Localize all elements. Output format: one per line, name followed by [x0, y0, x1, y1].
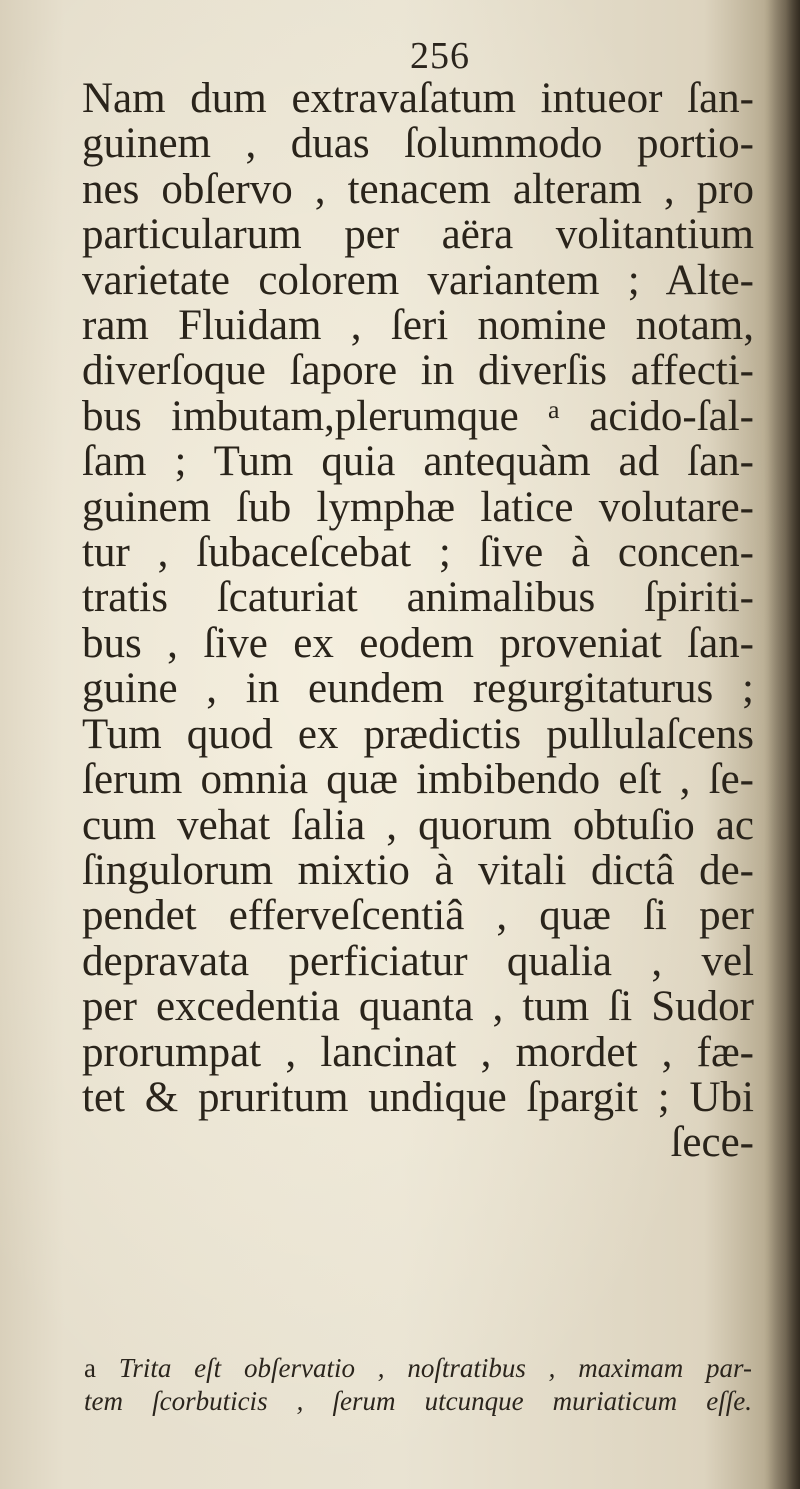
- text-line: tet & pruritum undique ſpargit ; Ubi: [82, 1073, 754, 1121]
- text-line: per excedentia quanta , tum ſi Sudor: [82, 983, 754, 1031]
- body-text: [82, 76, 754, 1166]
- text-line: nes obſervo , tenacem alteram , pro: [82, 165, 754, 213]
- text-line: bus , ſive ex eodem proveniat ſan-: [82, 619, 754, 667]
- text-line: particularum per aëra volitantium: [82, 211, 754, 259]
- page-number: 256: [410, 35, 470, 77]
- text-line: tratis ſcaturiat animalibus ſpiriti-: [82, 574, 754, 622]
- binding-shadow: [764, 0, 800, 1489]
- text-line: prorumpat , lancinat , mordet , fæ-: [82, 1028, 754, 1076]
- text-line: ſerum omnia quæ imbibendo eſt , ſe-: [82, 756, 754, 804]
- text-line: depravata perficiatur qualia , vel: [82, 937, 754, 985]
- text-line: varietate colorem variantem ; Alte-: [82, 256, 754, 304]
- text-line: bus imbutam,plerumque ᵃ acido-ſal-: [82, 392, 754, 440]
- text-line: tur , ſubaceſcebat ; ſive à concen-: [82, 529, 754, 577]
- text-line: ſingulorum mixtio à vitali dictâ de-: [82, 846, 754, 894]
- text-line: ſam ; Tum quia antequàm ad ſan-: [82, 438, 754, 486]
- footnote-text: Trita eſt obſervatio , noſtratibus , maximam par-: [118, 1353, 753, 1383]
- footnote-line: [84, 1352, 752, 1385]
- text-line: pendet efferveſcentiâ , quæ ſi per: [82, 892, 754, 940]
- text-line: guinem ſub lymphæ latice volutare-: [82, 483, 754, 531]
- footnote: [84, 1352, 752, 1418]
- text-line: ram Fluidam , ſeri nomine notam,: [82, 302, 754, 350]
- text-line: guine , in eundem regurgitaturus ;: [82, 665, 754, 713]
- text-line: cum vehat ſalia , quorum obtuſio ac: [82, 801, 754, 849]
- footnote-line: tem ſcorbuticis , ſerum utcunque muriaticum eſſe.: [84, 1386, 752, 1416]
- text-line: Nam dum extravaſatum intueor ſan-: [82, 75, 754, 122]
- footnote-marker: a: [84, 1353, 96, 1383]
- text-line: diverſoque ſapore in diverſis affecti-: [82, 347, 754, 395]
- catchword: ſece-: [670, 1119, 754, 1167]
- text-line: Tum quod ex prædictis pullulaſcens: [82, 710, 754, 758]
- text-line: guinem , duas ſolummodo portio-: [82, 120, 754, 168]
